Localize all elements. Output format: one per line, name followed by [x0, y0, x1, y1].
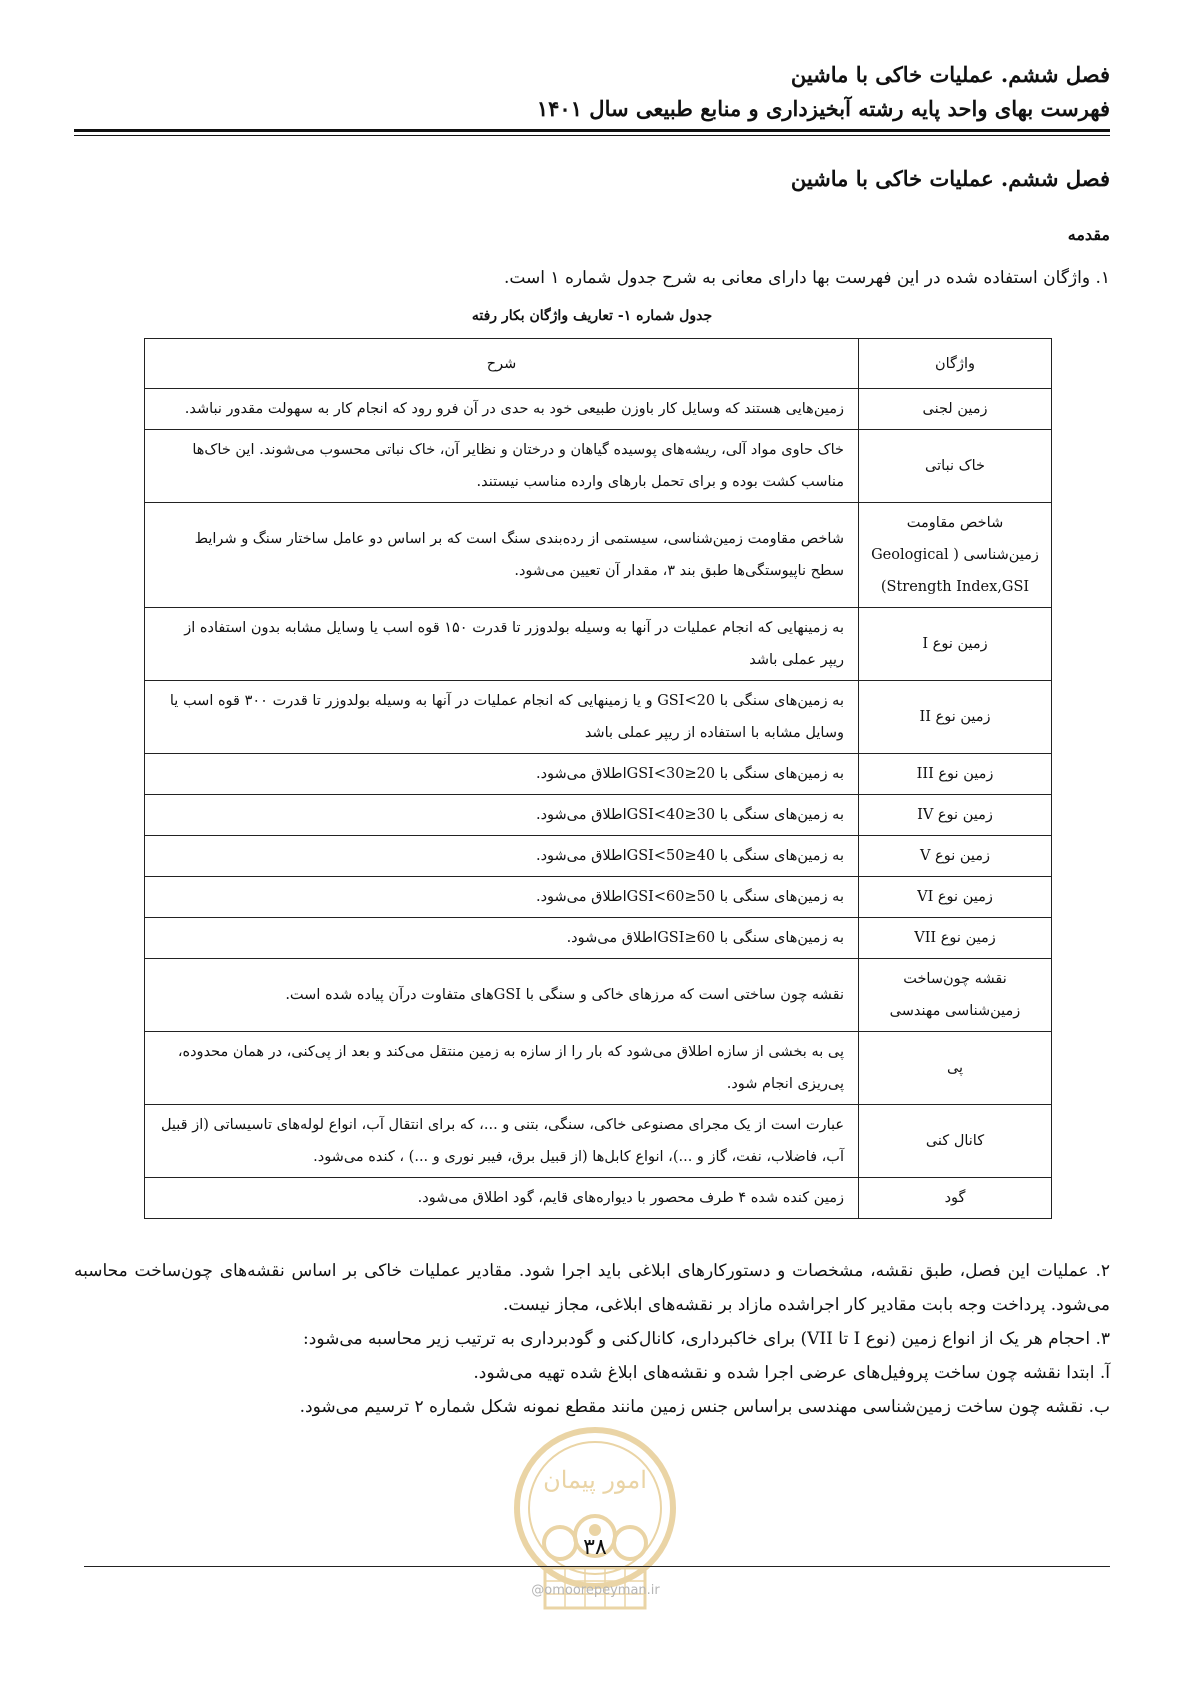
- desc-cell: نقشه چون ساختی است که مرزهای خاکی و سنگی با GSIهای متفاوت درآن پیاده شده است.: [145, 959, 859, 1032]
- footer-rule: [84, 1566, 1110, 1567]
- term-cell: زمین نوع V: [859, 836, 1052, 877]
- header-rule-thin: [74, 135, 1110, 136]
- intro-heading: مقدمه: [1067, 225, 1110, 244]
- table-row: [145, 681, 1052, 754]
- table-row: [145, 795, 1052, 836]
- desc-cell: عبارت است از یک مجرای مصنوعی خاکی، سنگی، بتنی و ...، که برای انتقال آب، انواع لوله‌های تاسیساتی (از قبیل آب، فاضلاب، نفت، گاز و ...)، انواع کابل‌ها (از قبیل برق، فیبر نوری و ...) ، کنده می‌شود.: [145, 1105, 859, 1178]
- term-cell: گود: [859, 1178, 1052, 1219]
- term-cell: زمین نوع II: [859, 681, 1052, 754]
- page-number: ۳۸: [583, 1535, 607, 1560]
- table-body: [145, 389, 1052, 1219]
- paragraph-3a: آ. ابتدا نقشه چون ساخت پروفیل‌های عرضی اجرا شده و نقشه‌های ابلاغ شده تهیه می‌شود.: [473, 1363, 1110, 1383]
- paragraph-3b: ب. نقشه چون ساخت زمین‌شناسی مهندسی براساس جنس زمین مانند مقطع نمونه شکل شماره ۲ ترسیم می‌شود.: [299, 1397, 1110, 1417]
- term-cell: زمین نوع I: [859, 608, 1052, 681]
- chapter-title: فصل ششم. عملیات خاکی با ماشین: [790, 166, 1110, 191]
- desc-cell: به زمین‌های سنگی با 50≤GSI<60اطلاق می‌شود.: [145, 877, 859, 918]
- table-row: [145, 918, 1052, 959]
- column-header-desc: شرح: [145, 339, 859, 389]
- table-row: [145, 877, 1052, 918]
- term-cell: کانال کنی: [859, 1105, 1052, 1178]
- table-row: [145, 959, 1052, 1032]
- watermark-text: امور پیمان: [543, 1466, 647, 1494]
- footer-website: @omoorepeyman.ir: [531, 1583, 660, 1598]
- desc-cell: به زمینهایی که انجام عملیات در آنها به وسیله بولدوزر تا قدرت ۱۵۰ قوه اسب یا وسایل مشابه بدون استفاده از ریپر عملی باشد: [145, 608, 859, 681]
- table-row: [145, 754, 1052, 795]
- desc-cell: به زمین‌های سنگی با 60≤GSIاطلاق می‌شود.: [145, 918, 859, 959]
- header-chapter: فصل ششم. عملیات خاکی با ماشین: [790, 62, 1110, 87]
- desc-cell: شاخص مقاومت زمین‌شناسی، سیستمی از رده‌بندی سنگ است که بر اساس دو عامل ساختار سنگ و شرایط سطح ناپیوستگی‌ها طبق بند ۳، مقدار آن تعیین می‌شود.: [145, 503, 859, 608]
- paragraph-2: ۲. عملیات این فصل، طبق نقشه، مشخصات و دستورکارهای ابلاغی باید اجرا شود. مقادیر عملیات خاکی بر اساس نقشه‌های چون‌ساخت محاسبه می‌شود. پرداخت وجه بابت مقادیر کار اجراشده مازاد بر نقشه‌های ابلاغی، مجاز نیست.: [74, 1261, 1110, 1315]
- term-cell: خاک نباتی: [859, 430, 1052, 503]
- column-header-term: واژگان: [859, 339, 1052, 389]
- header-subtitle: فهرست بهای واحد پایه رشته آبخیزداری و منابع طبیعی سال ۱۴۰۱: [536, 96, 1110, 121]
- table-header-row: [145, 339, 1052, 389]
- desc-cell: به زمین‌های سنگی با 40≤GSI<50اطلاق می‌شود.: [145, 836, 859, 877]
- term-cell: شاخص مقاومت زمین‌شناسی ( Geological Strength Index,GSI): [859, 503, 1052, 608]
- table-row: [145, 1178, 1052, 1219]
- table-row: [145, 430, 1052, 503]
- table-row: [145, 389, 1052, 430]
- term-cell: زمین نوع VII: [859, 918, 1052, 959]
- desc-cell: زمین‌هایی هستند که وسایل کار باوزن طبیعی خود به حدی در آن فرو رود که انجام کار به سهولت مقدور نباشد.: [145, 389, 859, 430]
- desc-cell: پی به بخشی از سازه اطلاق می‌شود که بار را از سازه به زمین منتقل می‌کند و بعد از پی‌کنی، در همان محدوده، پی‌ریزی انجام شود.: [145, 1032, 859, 1105]
- term-cell: زمین نوع VI: [859, 877, 1052, 918]
- table-row: [145, 503, 1052, 608]
- term-cell: زمین نوع III: [859, 754, 1052, 795]
- term-cell: زمین لجنی: [859, 389, 1052, 430]
- body-text: [74, 1254, 1110, 1424]
- table-row: [145, 836, 1052, 877]
- desc-cell: به زمین‌های سنگی با GSI<20 و یا زمینهایی که انجام عملیات در آنها به وسیله بولدوزر تا قدرت ۳۰۰ قوه اسب یا وسایل مشابه با استفاده از ریپر عملی باشد: [145, 681, 859, 754]
- table-row: [145, 1105, 1052, 1178]
- desc-cell: زمین کنده شده ۴ طرف محصور با دیواره‌های قایم، گود اطلاق می‌شود.: [145, 1178, 859, 1219]
- desc-cell: خاک حاوی مواد آلی، ریشه‌های پوسیده گیاهان و درختان و نظایر آن، خاک نباتی محسوب می‌شوند. این خاک‌ها مناسب کشت بوده و برای تحمل بارهای وارده مناسب نیستند.: [145, 430, 859, 503]
- table-caption: جدول شماره ۱- تعاریف واژگان بکار رفته: [471, 308, 713, 324]
- table-row: [145, 1032, 1052, 1105]
- definitions-table: [144, 338, 1052, 1219]
- term-cell: نقشه چون‌ساخت زمین‌شناسی مهندسی: [859, 959, 1052, 1032]
- paragraph-1: ۱. واژگان استفاده شده در این فهرست بها دارای معانی به شرح جدول شماره ۱ است.: [503, 268, 1110, 288]
- paragraph-3: ۳. احجام هر یک از انواع زمین (نوع I تا VII) برای خاکبرداری، کانال‌کنی و گودبرداری به ترتیب زیر محاسبه می‌شود:: [303, 1329, 1110, 1349]
- page-header: [74, 58, 1110, 126]
- term-cell: زمین نوع IV: [859, 795, 1052, 836]
- header-rule-thick: [74, 129, 1110, 132]
- term-cell: پی: [859, 1032, 1052, 1105]
- table-row: [145, 608, 1052, 681]
- desc-cell: به زمین‌های سنگی با 30≤GSI<40اطلاق می‌شود.: [145, 795, 859, 836]
- desc-cell: به زمین‌های سنگی با 20≤GSI<30اطلاق می‌شود.: [145, 754, 859, 795]
